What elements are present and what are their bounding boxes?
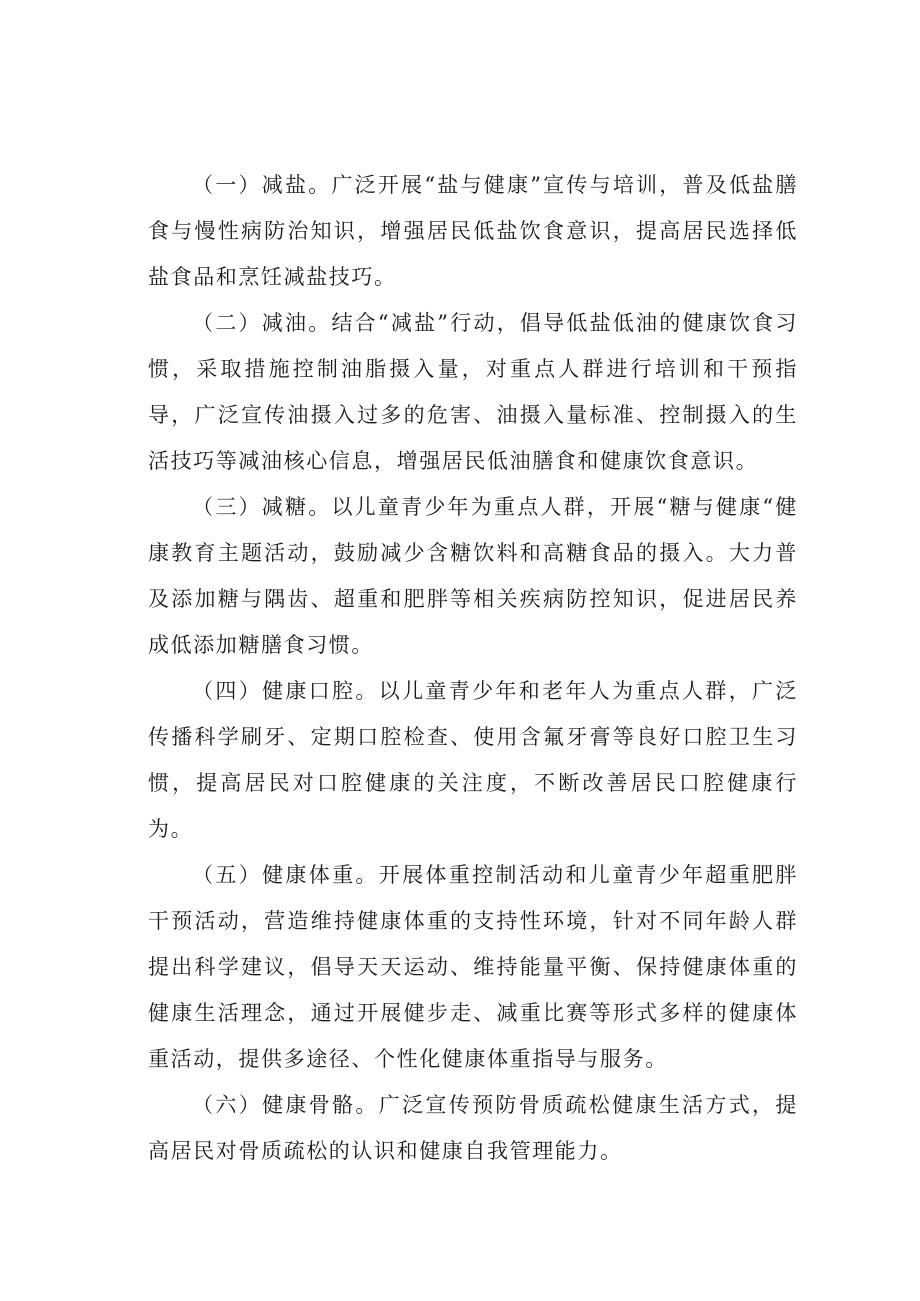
paragraph-oral-health: （四）健康口腔。以儿童青少年和老年人为重点人群，广泛传播科学刷牙、定期口腔检查、使用含氟牙膏等良好口腔卫生习惯，提高居民对口腔健康的关注度，不断改善居民口腔健康行为。	[148, 679, 798, 841]
paragraph-bone-health: （六）健康骨骼。广泛宣传预防骨质疏松健康生活方式，提高居民对骨质疏松的认识和健康自我管理能力。	[148, 1093, 798, 1163]
paragraph-oil-reduction: （二）减油。结合“减盐”行动，倡导低盐低油的健康饮食习惯，采取措施控制油脂摄入量，对重点人群进行培训和干预指导，广泛宣传油摄入过多的危害、油摄入量标准、控制摄入的生活技巧等减油核心信息，增强居民低油膳食和健康饮食意识。	[148, 311, 798, 473]
paragraph-salt-reduction: （一）减盐。广泛开展“盐与健康”宣传与培训，普及低盐膳食与慢性病防治知识，增强居民低盐饮食意识，提高居民选择低盐食品和烹饪减盐技巧。	[148, 173, 798, 289]
document-body	[148, 162, 798, 1174]
paragraph-healthy-weight: （五）健康体重。开展体重控制活动和儿童青少年超重肥胖干预活动，营造维持健康体重的支持性环境，针对不同年龄人群提出科学建议，倡导天天运动、维持能量平衡、保持健康体重的健康生活理念，通过开展健步走、减重比赛等形式多样的健康体重活动，提供多途径、个性化健康体重指导与服务。	[148, 863, 798, 1071]
paragraph-sugar-reduction: （三）减糖。以儿童青少年为重点人群，开展“糖与健康“健康教育主题活动，鼓励减少含糖饮料和高糖食品的摄入。大力普及添加糖与隅齿、超重和肥胖等相关疾病防控知识，促进居民养成低添加糖膳食习惯。	[148, 495, 798, 657]
